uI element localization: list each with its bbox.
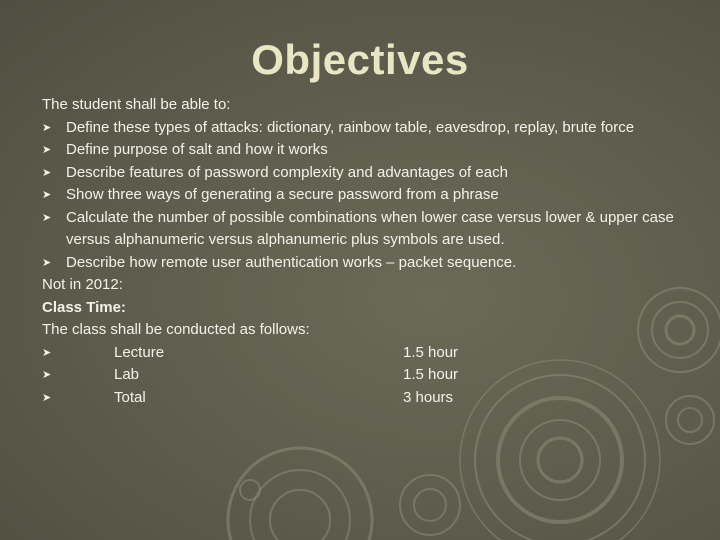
arrow-bullet-icon: ➤ [42,144,52,156]
schedule-item: Lab [114,366,140,383]
schedule-row-total [42,387,692,410]
objective-item [42,139,692,162]
objective-text: Describe how remote user authentication works – packet sequence. [66,253,517,271]
schedule-duration: 3 hours [403,388,454,406]
class-time-heading: Class Time: [42,298,126,316]
arrow-bullet-icon: ➤ [42,391,52,404]
arrow-bullet-icon: ➤ [42,211,52,224]
intro-text: The student shall be able to: [42,96,231,113]
slide-body [42,94,692,409]
objective-item [42,252,692,275]
objective-text: Define these types of attacks: dictionary, rainbow table, eavesdrop, replay, brute force [66,118,635,136]
arrow-bullet-icon: ➤ [42,189,52,201]
schedule-item: Lecture [114,343,165,361]
objective-item [42,117,692,140]
schedule-duration: 1.5 hour [403,343,459,361]
arrow-bullet-icon: ➤ [42,121,52,134]
objective-item [42,207,692,252]
objective-item [42,162,692,185]
note-text: Not in 2012: [42,276,123,293]
arrow-bullet-icon: ➤ [42,346,52,359]
class-intro-text: The class shall be conducted as follows: [42,321,310,338]
arrow-bullet-icon: ➤ [42,256,52,269]
schedule-row-lecture [42,342,692,365]
objective-item [42,184,692,207]
objective-text: Show three ways of generating a secure password from a phrase [66,186,499,203]
schedule-item: Total [114,388,146,406]
arrow-bullet-icon: ➤ [42,166,52,179]
objective-text: Define purpose of salt and how it works [66,141,328,158]
schedule-duration: 1.5 hour [403,366,459,383]
slide-title: Objectives [251,36,469,83]
arrow-bullet-icon: ➤ [42,369,52,381]
objective-text: Calculate the number of possible combinations when lower case versus lower & upper case versus alphanumeric versus alphanumeric plus symbols are used. [66,208,674,248]
schedule-row-lab [42,364,692,387]
objective-text: Describe features of password complexity and advantages of each [66,163,508,181]
